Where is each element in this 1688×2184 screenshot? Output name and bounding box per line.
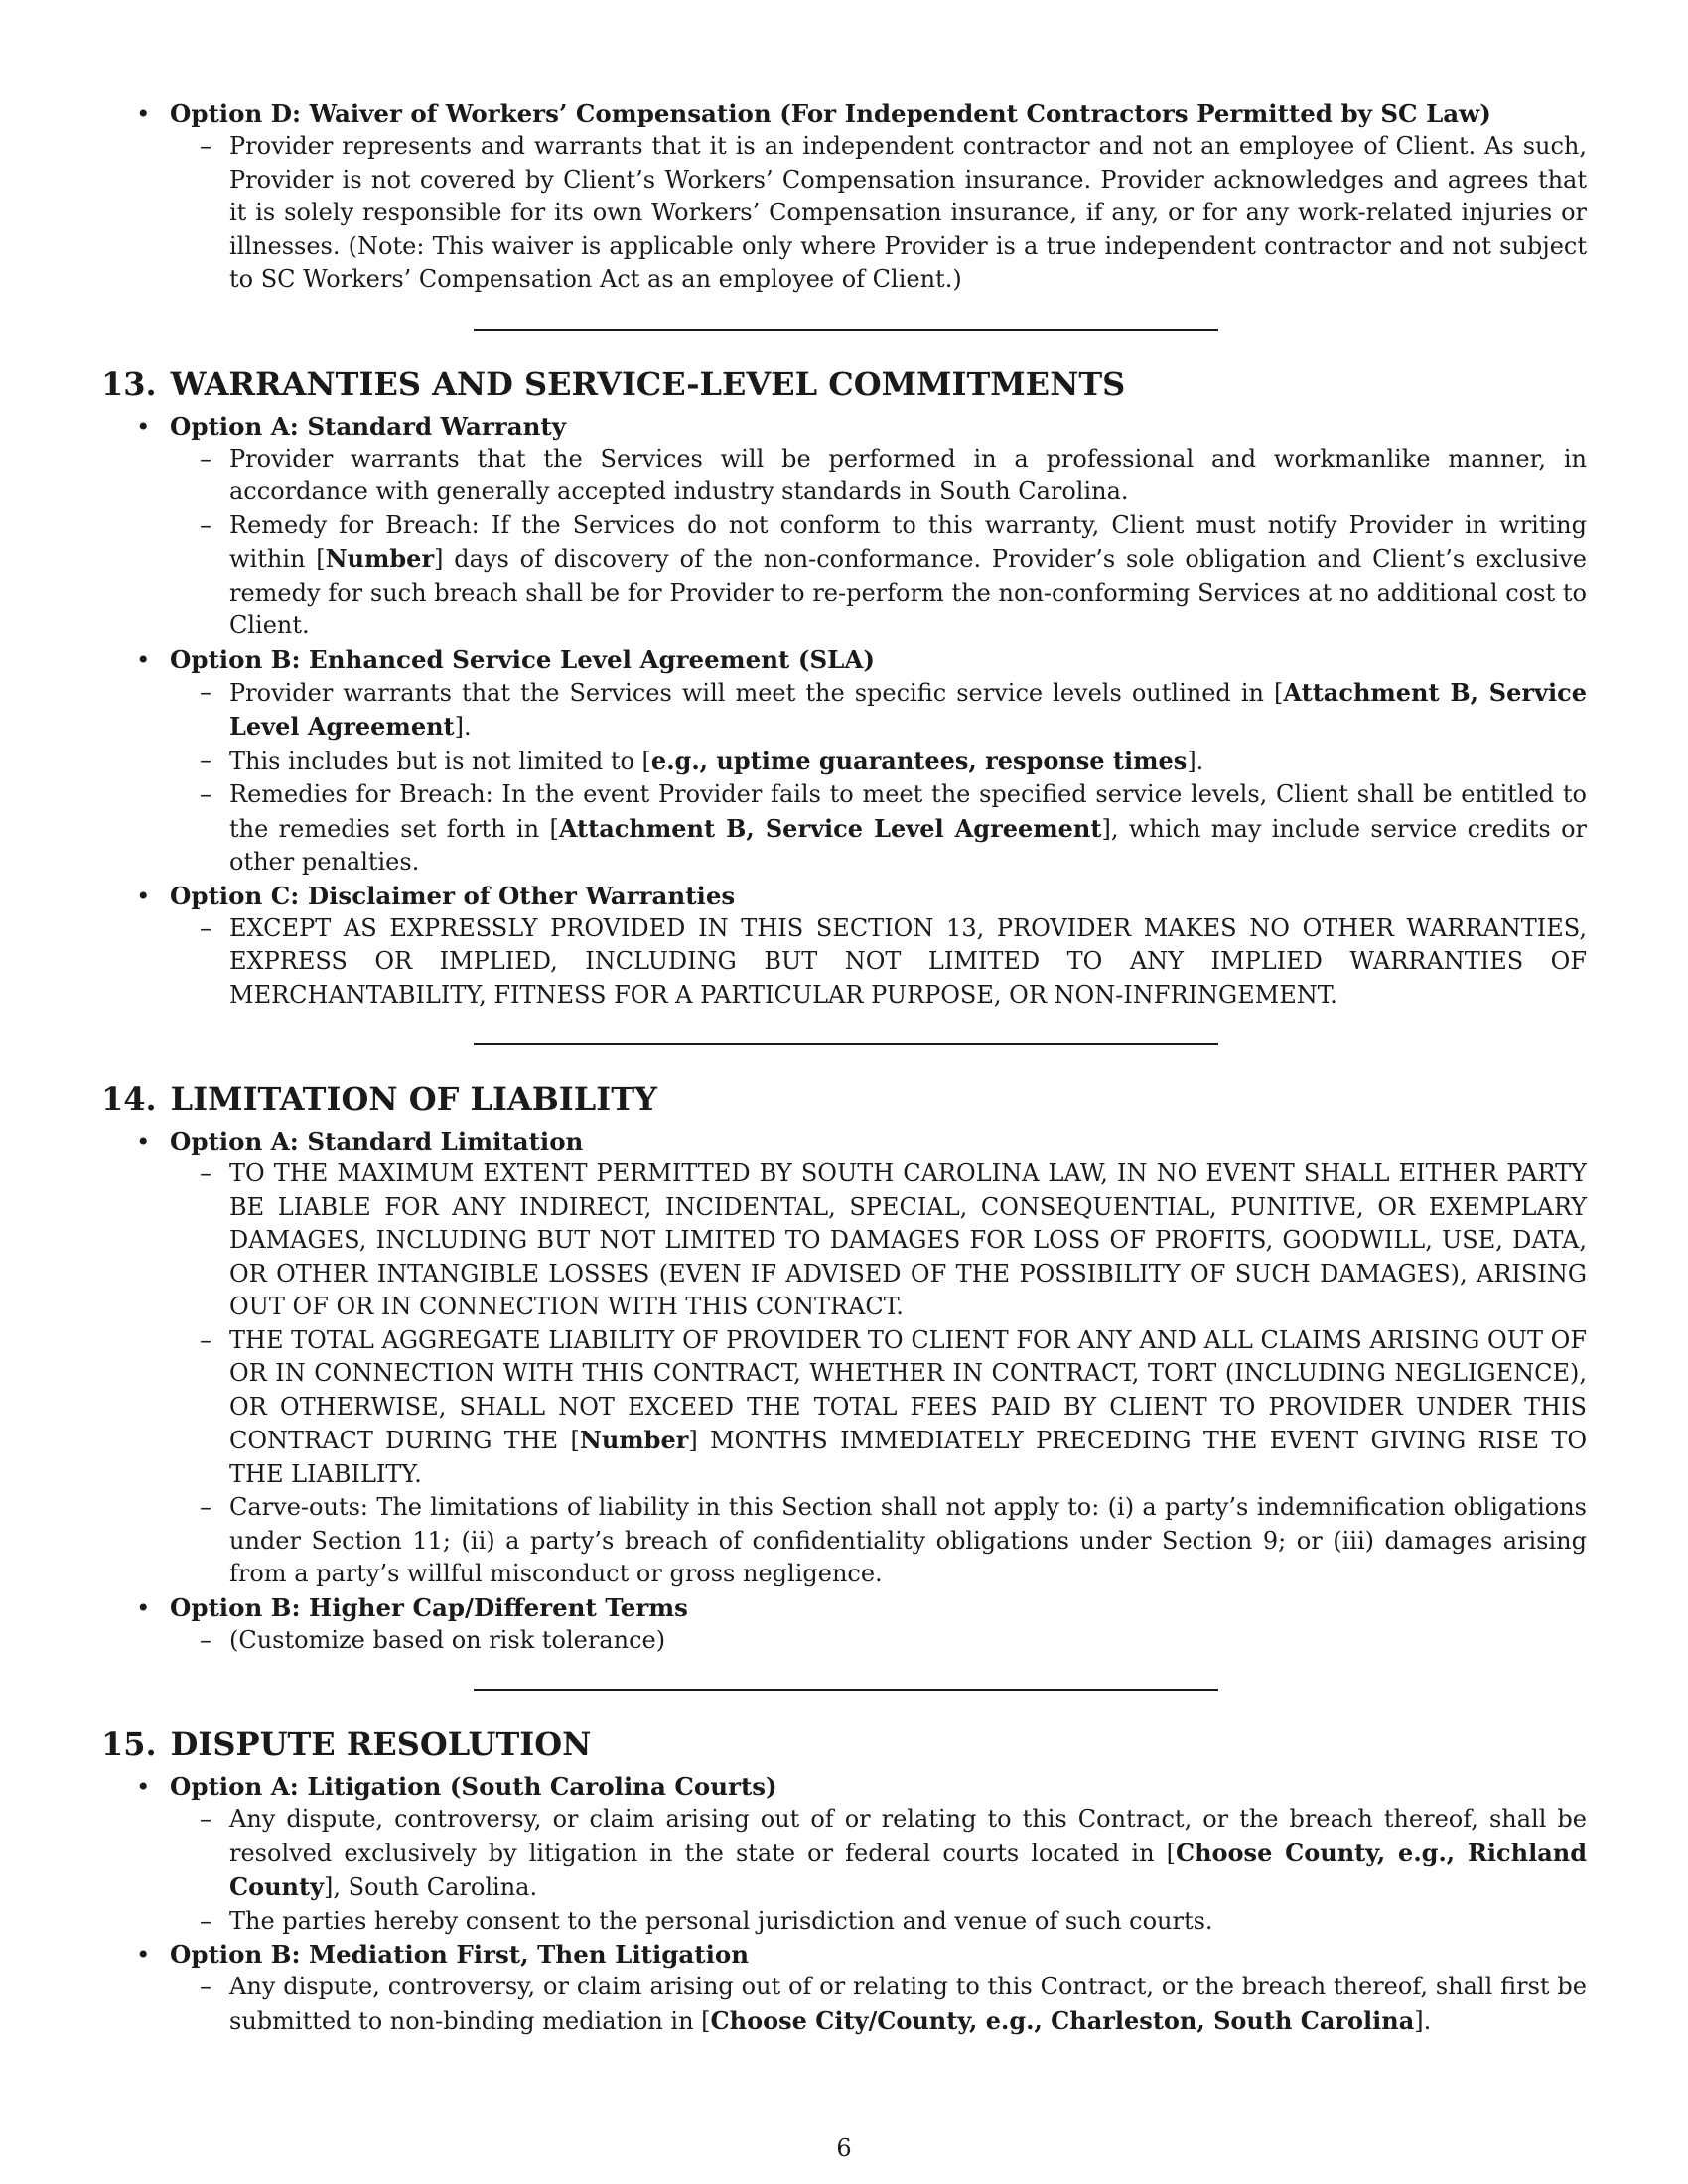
section-divider xyxy=(474,1043,1218,1045)
option-b-mediation xyxy=(101,1938,1587,2038)
text: Remedy for Breach: If the Services do not conform to this warranty, Client must notify Provider in writing within [ xyxy=(229,510,1587,573)
list-item: – TO THE MAXIMUM EXTENT PERMITTED BY SOUTH CAROLINA LAW, IN NO EVENT SHALL EITHER PARTY BE LIABLE FOR ANY INDIRECT, INCIDENTAL, SPECIAL, CONSEQUENTIAL, PUNITIVE, OR EXEMPLARY DAMAGES, INCLUDING BUT NOT LIMITED TO DAMAGES FOR LOSS OF PROFITS, GOODWILL, USE, DATA, OR OTHER INTANGIBLE LOSSES (EVEN IF ADVISED OF THE POSSIBILITY OF SUCH DAMAGES), ARISING OUT OF OR IN CONNECTION WITH THIS CONTRACT. xyxy=(170,1158,1587,1324)
list-item xyxy=(170,1971,1587,2038)
option-title: • Option C: Disclaimer of Other Warranties xyxy=(170,880,1587,912)
section-title: WARRANTIES AND SERVICE-LEVEL COMMITMENTS xyxy=(170,364,1126,403)
option-title: • Option B: Mediation First, Then Litigation xyxy=(170,1938,1587,1971)
placeholder-text: Attachment B, Service Level Agreement xyxy=(229,677,1587,741)
option-items xyxy=(170,912,1587,1013)
option-title: • Option B: Enhanced Service Level Agreement (SLA) xyxy=(170,643,1587,676)
option-a-standard-limitation xyxy=(101,1125,1587,1591)
list-item: – Provider represents and warrants that it is an independent contractor and not an employee of Client. As such, Provider is not covered by Client’s Workers’ Compensation insurance. Provider acknowledges and agrees that it is solely responsible for its own Workers’ Compensation insurance, if any, or for any work-related injuries or illnesses. (Note: This waiver is applicable only where Provider is a true independent contractor and not subject to SC Workers’ Compensation Act as an employee of Client.) xyxy=(170,130,1587,297)
section-number: 14. xyxy=(101,1080,157,1118)
option-d-workers-comp xyxy=(101,97,1587,297)
option-a-standard-warranty xyxy=(101,410,1587,643)
option-b-higher-cap xyxy=(101,1591,1587,1658)
section-heading-13 xyxy=(101,364,1587,404)
placeholder-text: Attachment B, Service Level Agreement xyxy=(558,813,1102,843)
text: THE TOTAL AGGREGATE LIABILITY OF PROVIDER TO CLIENT FOR ANY AND ALL CLAIMS ARISING OUT OF OR IN CONNECTION WITH THIS CONTRACT, WHETHER IN CONTRACT, TORT (INCLUDING NEGLIGENCE), OR OTHERWISE, SHALL NOT EXCEED THE TOTAL FEES PAID BY CLIENT TO PROVIDER UNDER THIS CONTRACT DURING THE [ xyxy=(229,1325,1587,1454)
option-items xyxy=(170,676,1587,880)
option-title: • Option A: Litigation (South Carolina Courts) xyxy=(170,1770,1587,1803)
section-title: LIMITATION OF LIABILITY xyxy=(170,1080,657,1118)
placeholder-text: Number xyxy=(579,1426,689,1454)
text: ]. xyxy=(454,713,472,741)
text: ], South Carolina. xyxy=(324,1873,538,1901)
option-a-litigation xyxy=(101,1770,1587,1938)
section-number: 13. xyxy=(101,364,157,403)
text: ] MONTHS IMMEDIATELY PRECEDING THE EVENT GIVING RISE TO THE LIABILITY. xyxy=(229,1427,1588,1488)
option-items xyxy=(170,130,1587,297)
placeholder-text: e.g., uptime guarantees, response times xyxy=(650,746,1188,775)
section-title: DISPUTE RESOLUTION xyxy=(170,1725,592,1763)
section-number: 15. xyxy=(101,1725,157,1763)
option-items xyxy=(170,1803,1587,1938)
option-b-enhanced-sla xyxy=(101,643,1587,880)
text: Any dispute, controversy, or claim arising out of or relating to this Contract, or the breach thereof, shall be resolved exclusively by litigation in the state or federal courts located in [ xyxy=(229,1805,1587,1867)
text: Any dispute, controversy, or claim arising out of or relating to this Contract, or the breach thereof, shall first be submitted to non-binding mediation in [ xyxy=(229,1973,1587,2035)
section-heading-15 xyxy=(101,1724,1587,1764)
section-divider xyxy=(474,329,1218,331)
text: Remedies for Breach: In the event Provider fails to meet the specified service levels, Client shall be entitled to the remedies set forth in [ xyxy=(229,780,1587,843)
section-heading-14 xyxy=(101,1079,1587,1119)
placeholder-text: Choose City/County, e.g., Charleston, South Carolina xyxy=(710,2005,1415,2035)
text: ]. xyxy=(1414,2006,1432,2035)
page-number: 6 xyxy=(836,2134,852,2162)
option-c-disclaimer xyxy=(101,880,1587,1013)
list-item: – The parties hereby consent to the personal jurisdiction and venue of such courts. xyxy=(170,1905,1587,1939)
list-item xyxy=(170,1803,1587,1905)
list-item xyxy=(170,745,1587,779)
list-item xyxy=(170,778,1587,880)
placeholder-text: Choose County, e.g., Richland County xyxy=(229,1838,1587,1901)
text: This includes but is not limited to [ xyxy=(229,747,651,775)
list-item: – EXCEPT AS EXPRESSLY PROVIDED IN THIS SECTION 13, PROVIDER MAKES NO OTHER WARRANTIES, EXPRESS OR IMPLIED, INCLUDING BUT NOT LIMITED TO ANY IMPLIED WARRANTIES OF MERCHANTABILITY, FITNESS FOR A PARTICULAR PURPOSE, OR NON-INFRINGEMENT. xyxy=(170,912,1587,1013)
option-items xyxy=(170,1624,1587,1658)
list-item: – Carve-outs: The limitations of liability in this Section shall not apply to: (i) a party’s indemnification obligations under Section 11; (ii) a party’s breach of confidentiality obligations under Section 9; or (iii) damages arising from a party’s willful misconduct or gross negligence. xyxy=(170,1491,1587,1591)
option-items xyxy=(170,1158,1587,1591)
text: ] days of discovery of the non-conformance. Provider’s sole obligation and Client’s exclusive remedy for such breach shall be for Provider to re-perform the non-conforming Services at no additional cost to Client. xyxy=(229,545,1587,639)
list-item xyxy=(170,509,1587,643)
section-divider xyxy=(474,1689,1218,1691)
placeholder-text: Number xyxy=(325,544,435,573)
text: ], which may include service credits or other penalties. xyxy=(229,814,1588,876)
option-title: • Option D: Waiver of Workers’ Compensation (For Independent Contractors Permitted by SC Law) xyxy=(170,97,1587,130)
list-item: – (Customize based on risk tolerance) xyxy=(170,1624,1587,1658)
text: ]. xyxy=(1187,747,1204,775)
text: Provider warrants that the Services will meet the specific service levels outlined in [ xyxy=(229,678,1284,707)
option-items xyxy=(170,1971,1587,2038)
option-title: • Option A: Standard Limitation xyxy=(170,1125,1587,1158)
list-item xyxy=(170,676,1587,745)
option-items xyxy=(170,443,1587,643)
list-item xyxy=(170,1324,1587,1492)
option-title: • Option B: Higher Cap/Different Terms xyxy=(170,1591,1587,1624)
list-item: – Provider warrants that the Services will be performed in a professional and workmanlike manner, in accordance with generally accepted industry standards in South Carolina. xyxy=(170,443,1587,509)
option-title: • Option A: Standard Warranty xyxy=(170,410,1587,443)
